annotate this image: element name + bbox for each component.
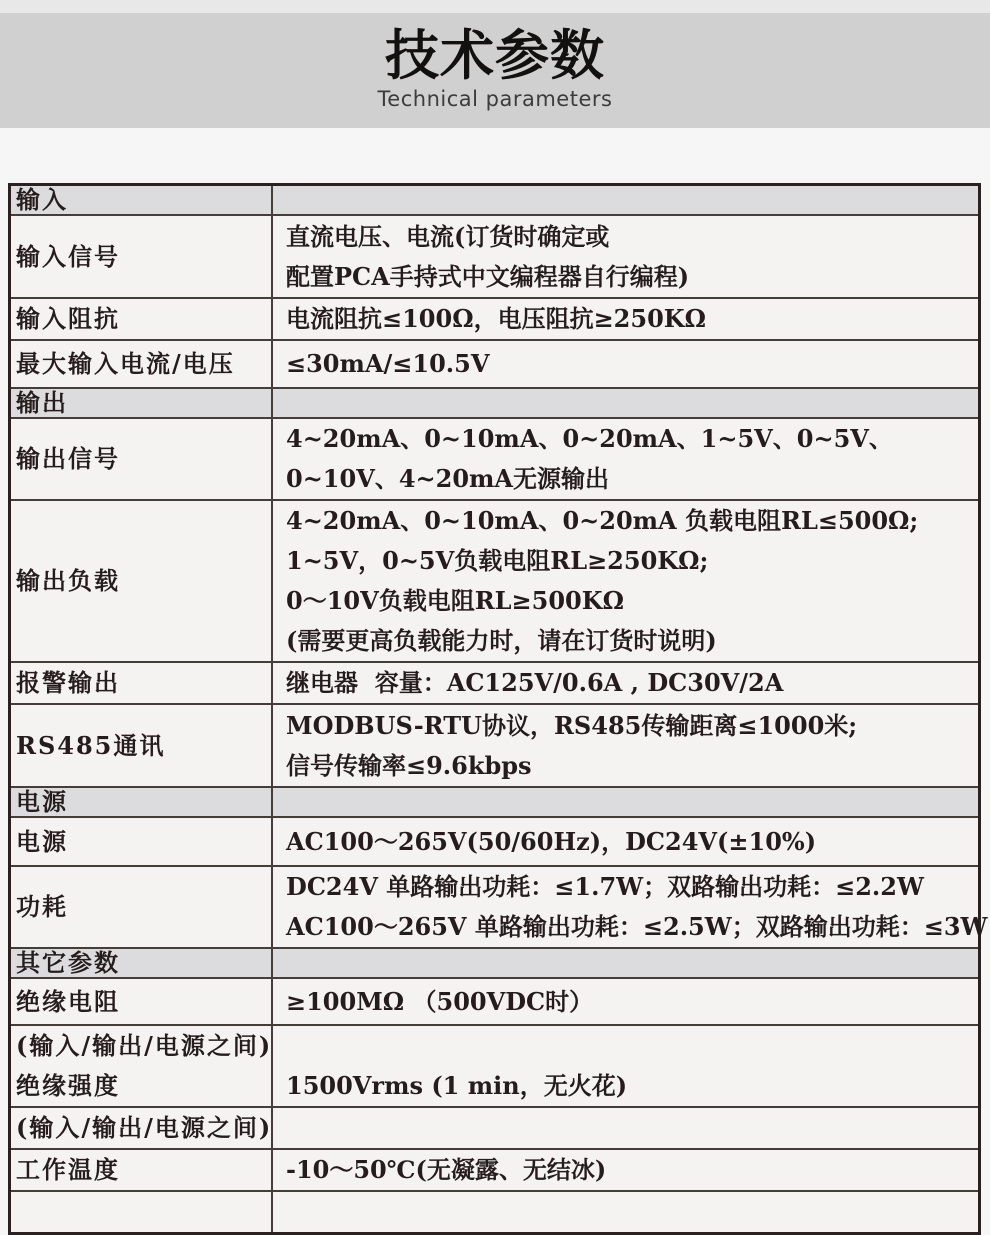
param-name-cell bbox=[11, 979, 271, 1024]
section-row bbox=[11, 186, 978, 216]
param-value bbox=[286, 1192, 974, 1232]
param-value: 直流电压、电流(订货时确定或 bbox=[286, 221, 610, 251]
table-row bbox=[11, 1150, 978, 1192]
table-row bbox=[11, 867, 988, 949]
param-name-cell bbox=[11, 788, 271, 816]
param-name-cell bbox=[11, 419, 271, 499]
param-value bbox=[286, 949, 974, 977]
param-value-cell bbox=[271, 341, 978, 387]
page-title: 技术参数 bbox=[385, 24, 605, 87]
param-name-cell bbox=[11, 663, 271, 703]
table-row bbox=[11, 299, 978, 341]
param-value-cell bbox=[271, 299, 978, 339]
param-value-cell bbox=[271, 1026, 978, 1106]
param-value: 信号传输率≤9.6kbps bbox=[286, 750, 532, 780]
param-name-cell bbox=[11, 1192, 271, 1232]
param-value-cell bbox=[271, 949, 978, 977]
param-value: 配置PCA手持式中文编程器自行编程) bbox=[286, 261, 690, 291]
param-value: AC100～265V 单路输出功耗：≤2.5W；双路输出功耗：≤3W bbox=[286, 912, 988, 941]
param-value-cell bbox=[271, 867, 990, 947]
param-name: 最大输入电流/电压 bbox=[16, 349, 235, 378]
param-name: 电源 bbox=[16, 787, 68, 816]
table-row bbox=[11, 216, 978, 299]
table-row bbox=[11, 663, 978, 705]
param-name: 绝缘电阻 bbox=[16, 986, 120, 1016]
param-name: (输入/输出/电源之间) bbox=[16, 1113, 273, 1142]
param-value: 0~10V、4~20mA无源输出 bbox=[286, 464, 610, 493]
page-subtitle: Technical parameters bbox=[377, 87, 613, 111]
param-value: 1~5V，0~5V负载电阻RL≥250KΩ; bbox=[286, 546, 709, 575]
table-row bbox=[11, 1026, 978, 1108]
param-value bbox=[286, 1108, 974, 1148]
param-name-cell bbox=[11, 501, 271, 661]
table-row bbox=[11, 1108, 978, 1150]
param-name: (输入/输出/电源之间) bbox=[16, 1031, 273, 1060]
param-value: DC24V 单路输出功耗：≤1.7W；双路输出功耗：≤2.2W bbox=[286, 872, 924, 901]
param-name-cell bbox=[11, 705, 271, 786]
param-value: -10～50℃(无凝露、无结冰) bbox=[286, 1155, 607, 1184]
param-value-cell bbox=[271, 979, 978, 1024]
param-name: 电源 bbox=[16, 826, 68, 856]
param-value: ≤30mA/≤10.5V bbox=[286, 349, 490, 378]
param-value-cell bbox=[271, 1108, 978, 1148]
param-name: 报警输出 bbox=[16, 668, 120, 697]
param-value: ≥100MΩ （500VDC时） bbox=[286, 986, 594, 1016]
param-value: 4~20mA、0~10mA、0~20mA、1~5V、0~5V、 bbox=[286, 424, 893, 453]
param-name-cell bbox=[11, 1026, 271, 1106]
param-name-cell bbox=[11, 389, 271, 417]
param-value bbox=[286, 186, 974, 214]
param-name: 功耗 bbox=[16, 892, 68, 921]
param-name-cell bbox=[11, 867, 271, 947]
section-row bbox=[11, 949, 978, 979]
param-name: RS485通讯 bbox=[16, 730, 166, 760]
spec-table bbox=[8, 183, 988, 1235]
param-value-cell bbox=[271, 216, 978, 297]
param-value-cell bbox=[271, 1150, 978, 1190]
param-value: MODBUS-RTU协议，RS485传输距离≤1000米; bbox=[286, 710, 858, 740]
param-value: 0～10V负载电阻RL≥500KΩ bbox=[286, 586, 624, 615]
param-name-cell bbox=[11, 216, 271, 297]
param-value bbox=[286, 389, 974, 417]
param-name: 输出信号 bbox=[16, 444, 120, 473]
param-value: 1500Vrms (1 min，无火花) bbox=[286, 1071, 628, 1100]
param-value: 电流阻抗≤100Ω，电压阻抗≥250KΩ bbox=[286, 304, 706, 333]
param-name-cell bbox=[11, 818, 271, 865]
param-value: (需要更高负载能力时，请在订货时说明) bbox=[286, 626, 717, 655]
table-row bbox=[11, 1192, 978, 1232]
table-row bbox=[11, 705, 978, 788]
param-name: 工作温度 bbox=[16, 1155, 120, 1184]
param-name: 输出负载 bbox=[16, 566, 120, 595]
param-value: 继电器 容量：AC125V/0.6A , DC30V/2A bbox=[286, 668, 784, 697]
header-banner bbox=[0, 13, 990, 128]
param-value-cell bbox=[271, 663, 978, 703]
param-value bbox=[286, 788, 974, 816]
table-row bbox=[11, 818, 978, 867]
top-strip bbox=[0, 0, 990, 13]
param-value-cell bbox=[271, 1192, 978, 1232]
param-value-cell bbox=[271, 389, 978, 417]
param-name: 输出 bbox=[16, 388, 68, 417]
table-row bbox=[11, 341, 978, 389]
param-name-cell bbox=[11, 949, 271, 977]
param-name: 输入信号 bbox=[16, 241, 120, 271]
param-value-cell bbox=[271, 419, 978, 499]
param-value-cell bbox=[271, 788, 978, 816]
param-value: AC100～265V(50/60Hz)，DC24V(±10%) bbox=[286, 826, 817, 856]
section-row bbox=[11, 788, 978, 818]
param-name-cell bbox=[11, 186, 271, 214]
param-name: 绝缘强度 bbox=[16, 1071, 120, 1100]
section-row bbox=[11, 389, 978, 419]
table-row bbox=[11, 419, 978, 501]
param-name-cell bbox=[11, 341, 271, 387]
param-name: 输入阻抗 bbox=[16, 304, 120, 333]
table-row bbox=[11, 979, 978, 1026]
table-row bbox=[11, 501, 978, 663]
param-value-cell bbox=[271, 818, 978, 865]
param-name bbox=[16, 1192, 269, 1232]
param-value-cell bbox=[271, 705, 978, 786]
param-value: 4~20mA、0~10mA、0~20mA 负载电阻RL≤500Ω; bbox=[286, 506, 919, 535]
param-value bbox=[286, 1026, 974, 1066]
param-name: 其它参数 bbox=[16, 948, 120, 977]
param-value-cell bbox=[271, 501, 978, 661]
param-value-cell bbox=[271, 186, 978, 214]
param-name-cell bbox=[11, 1150, 271, 1190]
param-name-cell bbox=[11, 1108, 271, 1148]
param-name: 输入 bbox=[16, 185, 68, 214]
param-name-cell bbox=[11, 299, 271, 339]
